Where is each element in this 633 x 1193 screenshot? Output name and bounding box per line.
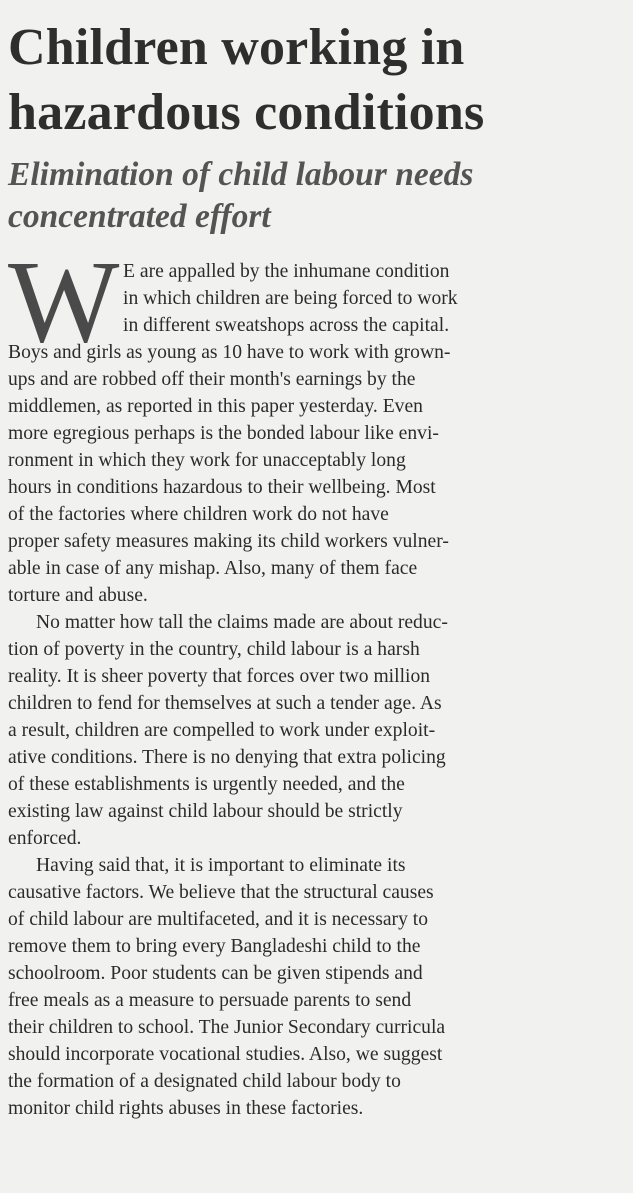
text-line: monitor child rights abuses in these factories.	[8, 1098, 364, 1119]
text-line: ative conditions. There is no denying that extra policing	[8, 747, 446, 768]
text-line: able in case of any mishap. Also, many of them face	[8, 558, 418, 579]
text-line: ups and are robbed off their month's earnings by the	[8, 369, 416, 390]
headline	[8, 0, 628, 141]
headline-line: Children working in	[8, 19, 465, 76]
subheadline	[8, 154, 628, 238]
text-line: of child labour are multifaceted, and it is necessary to	[8, 909, 429, 930]
text-line: middlemen, as reported in this paper yesterday. Even	[8, 396, 423, 417]
text-line: their children to school. The Junior Secondary curricula	[8, 1017, 446, 1038]
text-line: hours in conditions hazardous to their wellbeing. Most	[8, 477, 436, 498]
text-line: causative factors. We believe that the structural causes	[8, 882, 434, 903]
text-line: reality. It is sheer poverty that forces over two million	[8, 666, 431, 687]
subheadline-line: concentrated effort	[8, 198, 271, 235]
headline-line: hazardous conditions	[8, 84, 485, 141]
paragraph-3	[8, 852, 628, 1122]
text-line: schoolroom. Poor students can be given stipends and	[8, 963, 423, 984]
text-line: more egregious perhaps is the bonded labour like envi-	[8, 423, 439, 444]
text-line: of these establishments is urgently needed, and the	[8, 774, 405, 795]
text-line: existing law against child labour should be strictly	[8, 801, 403, 822]
text-line: a result, children are compelled to work under exploit-	[8, 720, 436, 741]
text-line: No matter how tall the claims made are about reduc-	[36, 612, 448, 633]
text-line: in which children are being forced to work	[123, 288, 458, 309]
article-body	[8, 236, 628, 1122]
text-line: in different sweatshops across the capital.	[123, 315, 450, 336]
text-line: the formation of a designated child labour body to	[8, 1071, 401, 1092]
text-line: Boys and girls as young as 10 have to work with grown-	[8, 342, 451, 363]
text-line: enforced.	[8, 828, 82, 849]
text-line: Having said that, it is important to eliminate its	[36, 855, 406, 876]
subheadline-line: Elimination of child labour needs	[8, 156, 474, 193]
text-line: free meals as a measure to persuade parents to send	[8, 990, 412, 1011]
text-line: proper safety measures making its child workers vulner-	[8, 531, 449, 552]
text-line: tion of poverty in the country, child labour is a harsh	[8, 639, 420, 660]
text-line: E are appalled by the inhumane condition	[123, 261, 450, 282]
paragraph-2	[8, 609, 628, 852]
text-line: torture and abuse.	[8, 585, 148, 606]
text-line: ronment in which they work for unacceptably long	[8, 450, 406, 471]
drop-cap: W	[8, 236, 120, 367]
text-line: remove them to bring every Bangladeshi child to the	[8, 936, 421, 957]
text-line: should incorporate vocational studies. Also, we suggest	[8, 1044, 443, 1065]
text-line: of the factories where children work do not have	[8, 504, 389, 525]
text-line: children to fend for themselves at such a tender age. As	[8, 693, 442, 714]
